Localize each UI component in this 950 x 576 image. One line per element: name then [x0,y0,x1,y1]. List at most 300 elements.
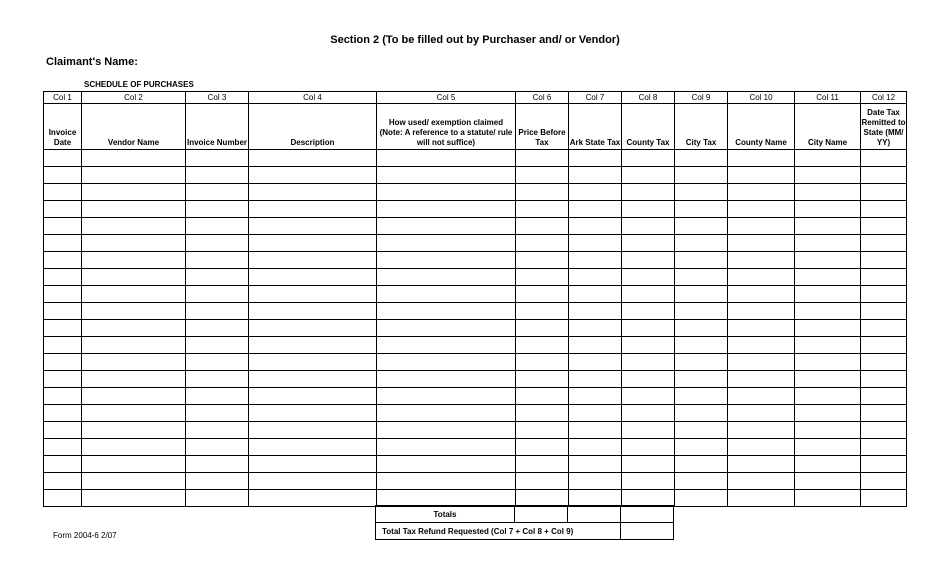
entry-cell[interactable] [82,473,186,490]
entry-cell[interactable] [795,456,861,473]
entry-cell[interactable] [516,218,569,235]
entry-cell[interactable] [377,235,516,252]
entry-cell[interactable] [861,371,907,388]
entry-cell[interactable] [569,303,622,320]
entry-cell[interactable] [186,354,249,371]
claimant-name-label: Claimant's Name: [46,56,138,68]
entry-cell[interactable] [861,439,907,456]
entry-cell[interactable] [622,320,675,337]
entry-cell[interactable] [569,167,622,184]
entry-cell[interactable] [377,388,516,405]
entry-cell[interactable] [569,320,622,337]
entry-cell[interactable] [186,405,249,422]
refund-row [376,523,674,540]
entry-cell[interactable] [377,371,516,388]
entry-cell[interactable] [622,235,675,252]
entry-cell[interactable] [795,354,861,371]
entry-cell[interactable] [569,337,622,354]
entry-cell[interactable] [516,320,569,337]
entry-cell[interactable] [249,473,377,490]
entry-cell[interactable] [795,388,861,405]
column-header-label: County Tax [626,138,670,147]
entry-cell[interactable] [249,218,377,235]
entry-cell[interactable] [728,422,795,439]
entry-cell[interactable] [728,201,795,218]
entry-cell[interactable] [377,269,516,286]
entry-cell[interactable] [728,354,795,371]
entry-cell[interactable] [622,473,675,490]
entry-cell[interactable] [569,218,622,235]
entry-cell[interactable] [186,490,249,507]
entry-cell[interactable] [44,388,82,405]
entry-cell[interactable] [861,235,907,252]
column-number-cell: Col 6 [516,92,569,104]
entry-cell[interactable] [795,201,861,218]
entry-cell[interactable] [516,184,569,201]
entry-cell[interactable] [861,422,907,439]
entry-cell[interactable] [622,184,675,201]
entry-cell[interactable] [516,422,569,439]
entry-cell[interactable] [377,337,516,354]
column-number-row [44,92,907,104]
entry-cell[interactable] [377,252,516,269]
entry-cell[interactable] [186,371,249,388]
entry-cell[interactable] [861,269,907,286]
entry-cell[interactable] [82,422,186,439]
entry-cell[interactable] [569,456,622,473]
column-header-cell [82,104,186,150]
column-header-row [44,104,907,150]
entry-cell[interactable] [795,320,861,337]
entry-cell[interactable] [186,337,249,354]
entry-cell[interactable] [249,150,377,167]
entry-cell[interactable] [516,235,569,252]
entry-cell[interactable] [516,337,569,354]
entry-cell[interactable] [861,252,907,269]
entry-cell[interactable] [44,490,82,507]
entry-cell[interactable] [44,252,82,269]
total-refund-label: Total Tax Refund Requested (Col 7 + Col 8 + Col 9) [376,523,621,540]
entry-cell[interactable] [675,388,728,405]
entry-cell[interactable] [861,201,907,218]
table-row [44,473,907,490]
entry-cell[interactable] [569,422,622,439]
entry-cell[interactable] [377,456,516,473]
entry-cell[interactable] [728,320,795,337]
entry-cell[interactable] [186,235,249,252]
entry-cell[interactable] [249,490,377,507]
entry-cell[interactable] [569,354,622,371]
entry-cell[interactable] [622,167,675,184]
entry-cell[interactable] [675,337,728,354]
entry-cell[interactable] [82,150,186,167]
entry-cell[interactable] [186,456,249,473]
entry-cell[interactable] [622,422,675,439]
entry-cell[interactable] [82,439,186,456]
total-state-tax-cell[interactable] [515,506,568,523]
entry-cell[interactable] [675,405,728,422]
entry-cell[interactable] [249,422,377,439]
entry-cell[interactable] [44,337,82,354]
entry-cell[interactable] [82,286,186,303]
entry-cell[interactable] [861,490,907,507]
entry-cell[interactable] [675,252,728,269]
entry-cell[interactable] [377,303,516,320]
entry-cell[interactable] [44,439,82,456]
entry-cell[interactable] [569,235,622,252]
table-row [44,456,907,473]
column-number-cell: Col 7 [569,92,622,104]
entry-cell[interactable] [861,337,907,354]
table-row [44,184,907,201]
total-county-tax-cell[interactable] [568,506,621,523]
entry-cell[interactable] [728,405,795,422]
entry-cell[interactable] [516,252,569,269]
entry-cell[interactable] [569,252,622,269]
column-header-label: County Name [735,138,787,147]
entry-cell[interactable] [728,167,795,184]
entry-cell[interactable] [569,490,622,507]
column-header-label: City Tax [685,138,717,147]
entry-cell[interactable] [728,371,795,388]
entry-cell[interactable] [728,235,795,252]
column-number-cell: Col 11 [795,92,861,104]
entry-cell[interactable] [861,286,907,303]
entry-cell[interactable] [186,252,249,269]
entry-cell[interactable] [569,405,622,422]
column-header-cell [675,104,728,150]
entry-cell[interactable] [186,150,249,167]
entry-cell[interactable] [675,422,728,439]
entry-cell[interactable] [82,371,186,388]
column-header-cell [44,104,82,150]
column-header-label: Invoice Number [186,138,247,147]
entry-cell[interactable] [249,184,377,201]
entry-cell[interactable] [377,473,516,490]
entry-cell[interactable] [795,167,861,184]
entry-cell[interactable] [44,201,82,218]
entry-cell[interactable] [44,303,82,320]
entry-cell[interactable] [728,184,795,201]
entry-cell[interactable] [795,252,861,269]
entry-cell[interactable] [44,150,82,167]
entry-cell[interactable] [675,286,728,303]
column-number-cell: Col 10 [728,92,795,104]
table-row [44,422,907,439]
entry-cell[interactable] [675,439,728,456]
entry-cell[interactable] [861,320,907,337]
entry-cell[interactable] [377,167,516,184]
entry-cell[interactable] [675,167,728,184]
entry-cell[interactable] [44,218,82,235]
entry-cell[interactable] [569,388,622,405]
entry-cell[interactable] [728,303,795,320]
entry-cell[interactable] [622,286,675,303]
entry-cell[interactable] [186,320,249,337]
table-row [44,150,907,167]
entry-cell[interactable] [675,150,728,167]
entry-cell[interactable] [249,303,377,320]
entry-cell[interactable] [728,269,795,286]
entry-cell[interactable] [44,184,82,201]
entry-cell[interactable] [186,303,249,320]
entry-cell[interactable] [249,286,377,303]
entry-cell[interactable] [516,439,569,456]
entry-cell[interactable] [82,201,186,218]
entry-cell[interactable] [622,201,675,218]
entry-cell[interactable] [569,269,622,286]
column-header-cell [186,104,249,150]
entry-cell[interactable] [82,456,186,473]
entry-cell[interactable] [186,286,249,303]
total-refund-cell[interactable] [621,523,674,540]
table-row [44,286,907,303]
table-row [44,218,907,235]
entry-cell[interactable] [728,473,795,490]
entry-cell[interactable] [622,252,675,269]
entry-cell[interactable] [516,388,569,405]
entry-cell[interactable] [569,184,622,201]
column-number-cell: Col 8 [622,92,675,104]
entry-cell[interactable] [44,269,82,286]
total-city-tax-cell[interactable] [621,506,674,523]
entry-cell[interactable] [249,167,377,184]
entry-cell[interactable] [186,201,249,218]
entry-cell[interactable] [186,184,249,201]
column-header-cell [861,104,907,150]
entry-cell[interactable] [516,405,569,422]
totals-row [376,506,674,523]
entry-cell[interactable] [82,269,186,286]
entry-cell[interactable] [795,235,861,252]
entry-cell[interactable] [186,218,249,235]
entry-cell[interactable] [249,252,377,269]
entry-cell[interactable] [516,473,569,490]
entry-cell[interactable] [44,405,82,422]
entry-cell[interactable] [675,371,728,388]
entry-cell[interactable] [861,218,907,235]
entry-cell[interactable] [186,269,249,286]
entry-cell[interactable] [675,269,728,286]
entry-cell[interactable] [569,439,622,456]
entry-cell[interactable] [377,439,516,456]
entry-cell[interactable] [249,371,377,388]
entry-cell[interactable] [82,252,186,269]
entry-cell[interactable] [675,184,728,201]
entry-cell[interactable] [377,201,516,218]
entry-cell[interactable] [249,456,377,473]
entry-cell[interactable] [795,150,861,167]
entry-cell[interactable] [82,490,186,507]
table-row [44,201,907,218]
entry-cell[interactable] [569,473,622,490]
table-row [44,388,907,405]
entry-cell[interactable] [249,354,377,371]
entry-cell[interactable] [728,150,795,167]
entry-cell[interactable] [622,150,675,167]
entry-cell[interactable] [622,456,675,473]
column-header-label: City Name [807,138,848,147]
entry-cell[interactable] [249,388,377,405]
entry-cell[interactable] [44,371,82,388]
table-row [44,490,907,507]
entry-cell[interactable] [569,371,622,388]
entry-cell[interactable] [622,354,675,371]
entry-cell[interactable] [728,252,795,269]
entry-cell[interactable] [728,490,795,507]
entry-cell[interactable] [82,167,186,184]
entry-cell[interactable] [622,303,675,320]
entry-cell[interactable] [249,320,377,337]
entry-cell[interactable] [728,388,795,405]
entry-cell[interactable] [675,235,728,252]
column-number-cell: Col 5 [377,92,516,104]
entry-cell[interactable] [569,286,622,303]
entry-cell[interactable] [516,490,569,507]
entry-cell[interactable] [377,286,516,303]
column-number-cell: Col 2 [82,92,186,104]
entry-cell[interactable] [795,422,861,439]
entry-cell[interactable] [377,150,516,167]
entry-cell[interactable] [622,405,675,422]
entry-cell[interactable] [675,456,728,473]
entry-cell[interactable] [44,354,82,371]
entry-cell[interactable] [82,405,186,422]
column-header-label: Ark State Tax [569,138,621,147]
entry-cell[interactable] [861,388,907,405]
entry-cell[interactable] [622,371,675,388]
entry-cell[interactable] [795,473,861,490]
entry-cell[interactable] [675,303,728,320]
entry-cell[interactable] [186,473,249,490]
column-header-cell [569,104,622,150]
entry-cell[interactable] [249,269,377,286]
section-title: Section 2 (To be filled out by Purchaser and/ or Vendor) [330,34,620,46]
entry-cell[interactable] [516,167,569,184]
entry-cell[interactable] [249,405,377,422]
entry-cell[interactable] [622,269,675,286]
column-header-cell [516,104,569,150]
entry-cell[interactable] [795,184,861,201]
table-row [44,320,907,337]
entry-cell[interactable] [516,286,569,303]
entry-cell[interactable] [377,354,516,371]
entry-cell[interactable] [795,286,861,303]
entry-cell[interactable] [622,388,675,405]
entry-cell[interactable] [44,473,82,490]
entry-cell[interactable] [675,320,728,337]
entry-cell[interactable] [249,439,377,456]
entry-cell[interactable] [249,337,377,354]
entry-cell[interactable] [516,303,569,320]
entry-cell[interactable] [44,235,82,252]
entry-cell[interactable] [516,201,569,218]
entry-cell[interactable] [569,150,622,167]
entry-cell[interactable] [249,235,377,252]
entry-cell[interactable] [795,269,861,286]
entry-cell[interactable] [44,320,82,337]
entry-cell[interactable] [82,320,186,337]
entry-cell[interactable] [44,286,82,303]
entry-cell[interactable] [675,354,728,371]
entry-cell[interactable] [861,184,907,201]
entry-cell[interactable] [82,354,186,371]
entry-cell[interactable] [82,337,186,354]
entry-cell[interactable] [377,405,516,422]
entry-cell[interactable] [728,439,795,456]
entry-cell[interactable] [795,405,861,422]
entry-cell[interactable] [82,218,186,235]
entry-cell[interactable] [861,167,907,184]
entry-cell[interactable] [795,303,861,320]
column-header-label: How used/ exemption claimed (Note: A reference to a statute/ rule will not suffice) [379,118,513,147]
entry-cell[interactable] [728,456,795,473]
entry-cell[interactable] [44,456,82,473]
entry-cell[interactable] [622,490,675,507]
entry-cell[interactable] [622,439,675,456]
entry-cell[interactable] [82,184,186,201]
entry-cell[interactable] [516,456,569,473]
column-number-cell: Col 1 [44,92,82,104]
entry-cell[interactable] [377,218,516,235]
table-row [44,235,907,252]
entry-cell[interactable] [861,405,907,422]
entry-cell[interactable] [516,269,569,286]
entry-cell[interactable] [377,184,516,201]
entry-cell[interactable] [186,167,249,184]
entry-cell[interactable] [186,439,249,456]
entry-cell[interactable] [728,286,795,303]
entry-cell[interactable] [795,218,861,235]
entry-cell[interactable] [861,456,907,473]
entry-cell[interactable] [795,439,861,456]
entry-cell[interactable] [186,388,249,405]
entry-cell[interactable] [516,150,569,167]
table-row [44,167,907,184]
entry-cell[interactable] [516,354,569,371]
entry-cell[interactable] [728,337,795,354]
entry-cell[interactable] [675,201,728,218]
entry-cell[interactable] [622,218,675,235]
entry-cell[interactable] [249,201,377,218]
entry-cell[interactable] [622,337,675,354]
entry-cell[interactable] [186,422,249,439]
entry-cell[interactable] [82,388,186,405]
entry-cell[interactable] [377,422,516,439]
entry-cell[interactable] [44,422,82,439]
entry-cell[interactable] [795,371,861,388]
entry-cell[interactable] [82,235,186,252]
entry-cell[interactable] [82,303,186,320]
entry-cell[interactable] [569,201,622,218]
column-header-label: Date Tax Remitted to State (MM/ YY) [861,108,906,147]
entry-cell[interactable] [861,354,907,371]
entry-cell[interactable] [516,371,569,388]
entry-cell[interactable] [861,303,907,320]
entry-cell[interactable] [377,490,516,507]
entry-cell[interactable] [861,150,907,167]
entry-cell[interactable] [861,473,907,490]
entry-cell[interactable] [675,218,728,235]
entry-cell[interactable] [377,320,516,337]
entry-cell[interactable] [675,473,728,490]
entry-cell[interactable] [675,490,728,507]
entry-cell[interactable] [728,218,795,235]
entry-cell[interactable] [44,167,82,184]
column-header-cell [728,104,795,150]
entry-cell[interactable] [795,490,861,507]
entry-cell[interactable] [795,337,861,354]
